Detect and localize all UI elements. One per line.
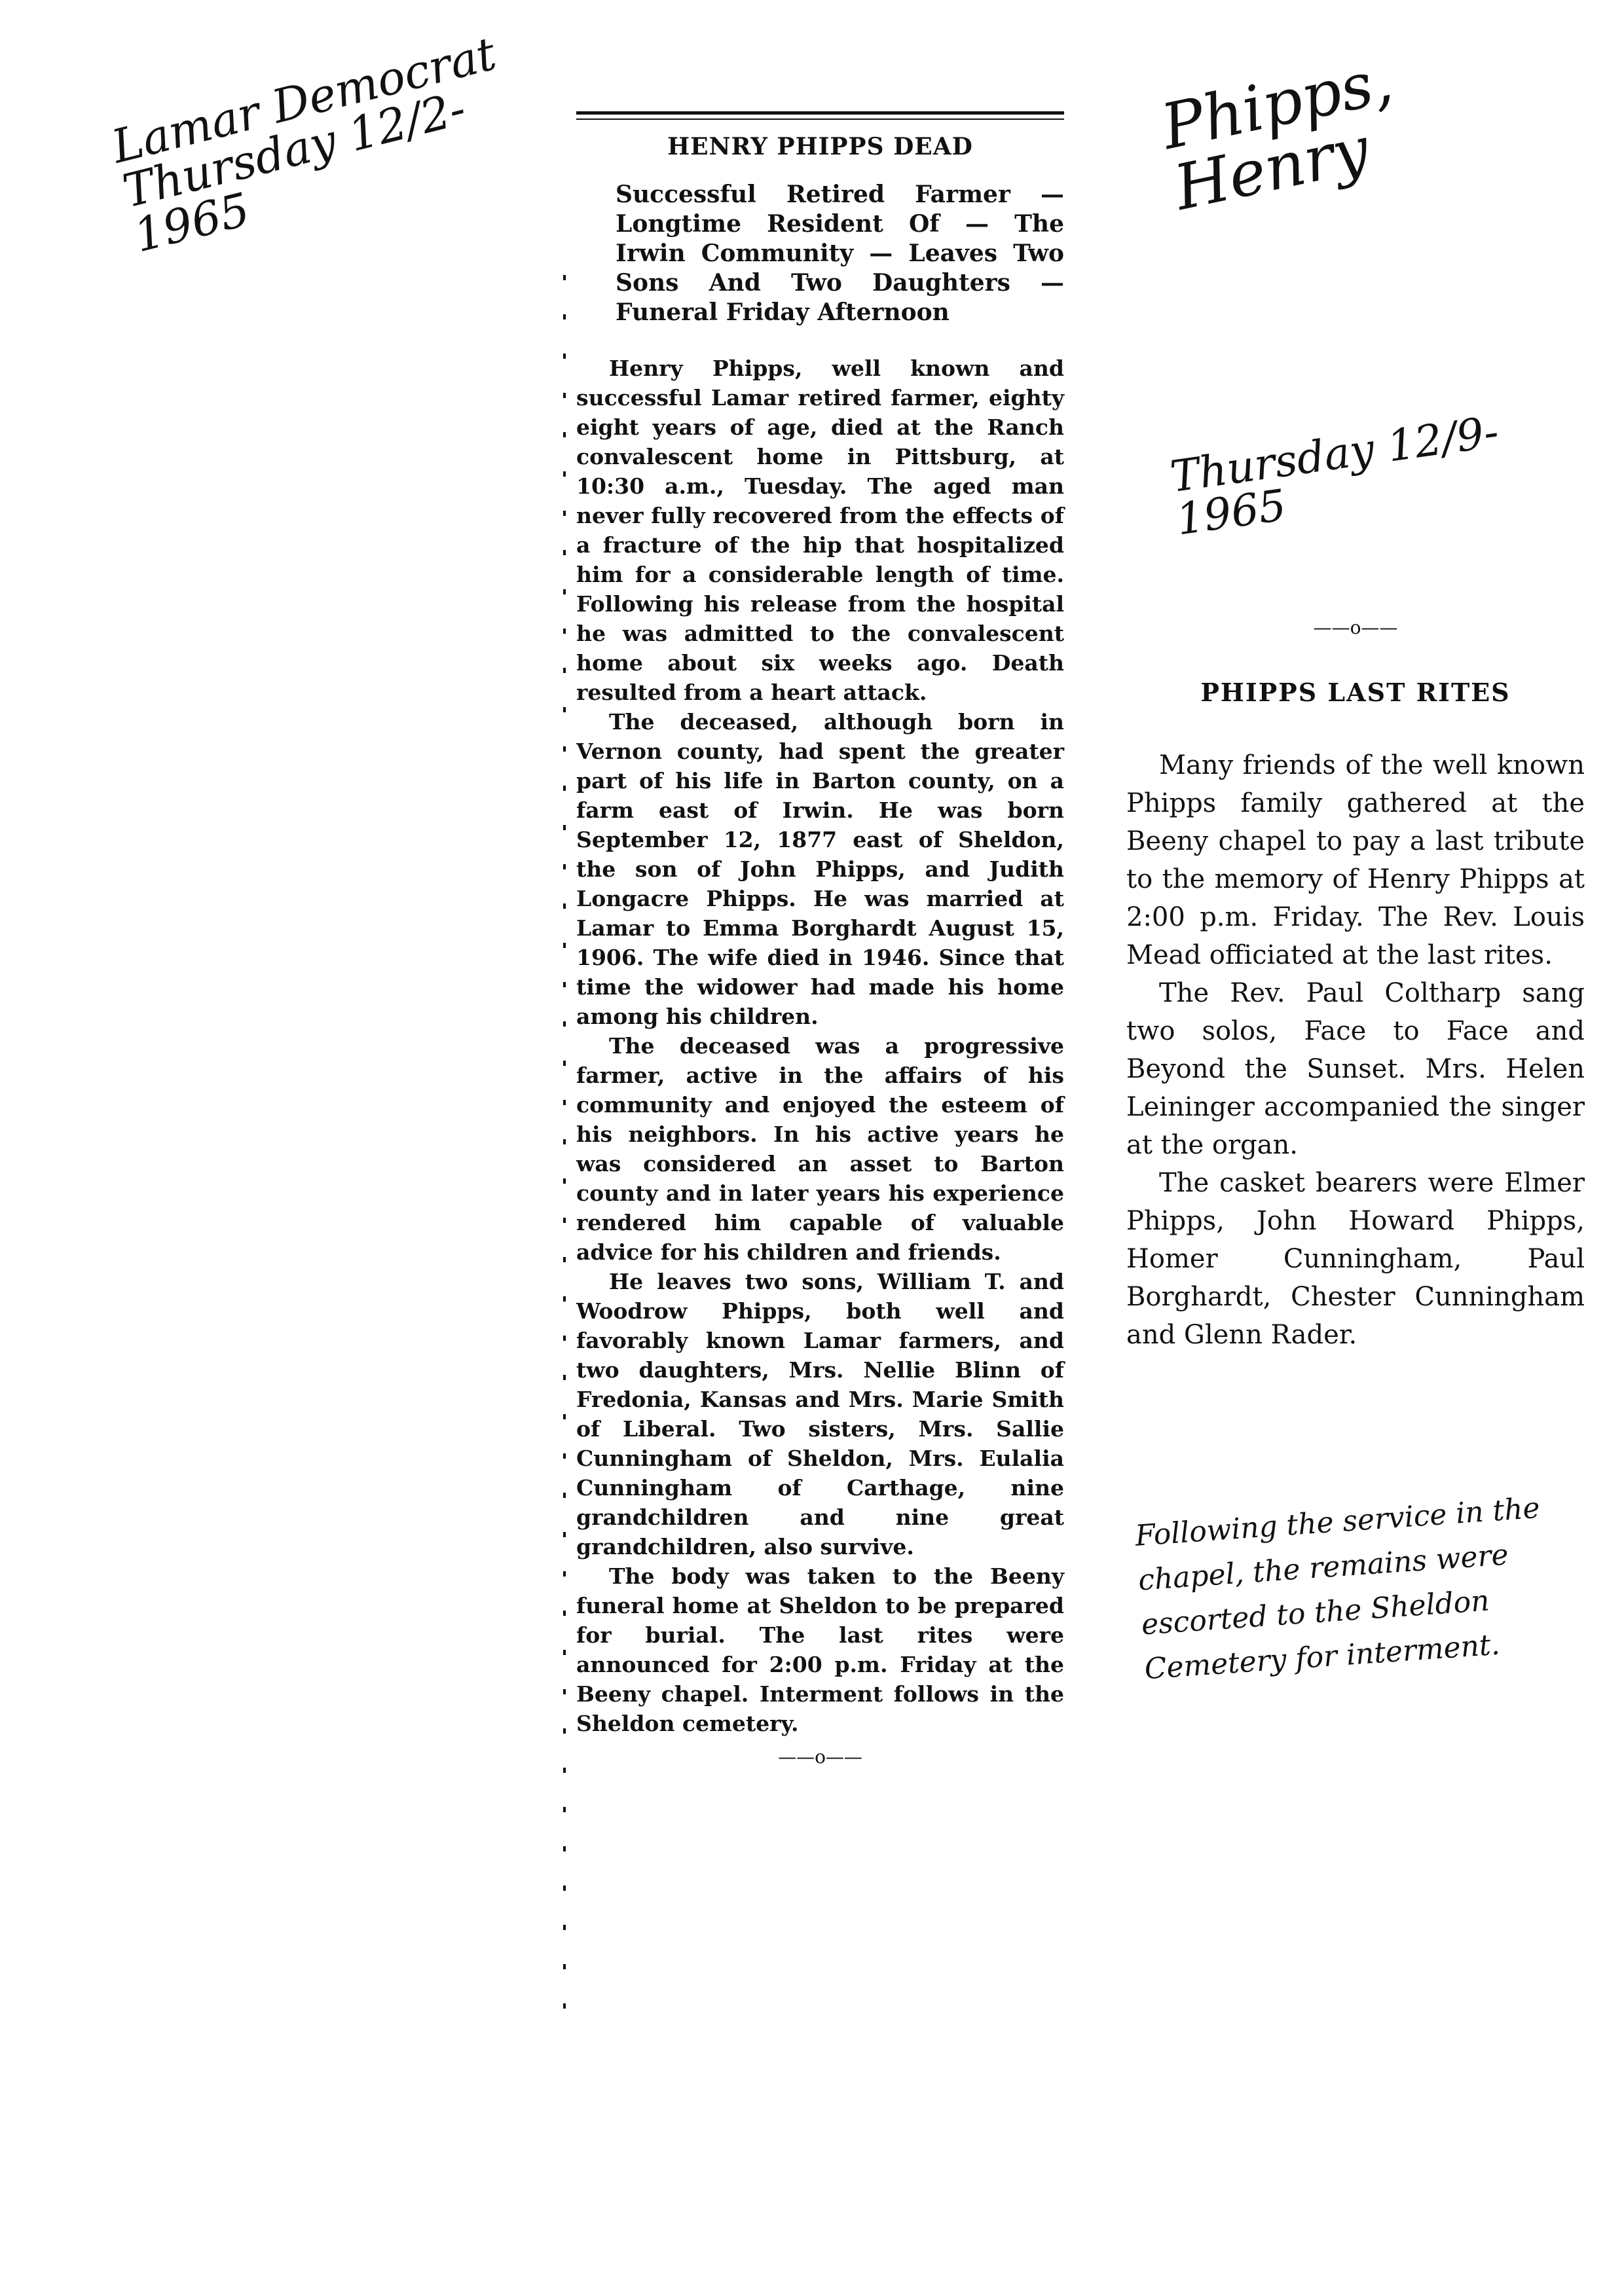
handwritten-date-note: Thursday 12/9-1965 (1167, 406, 1502, 545)
paragraph: Henry Phipps, well known and successful Lamar retired farmer, eighty eight years of age, died at the Ranch convalescent home in Pittsburg, at 10:30 a.m., Tuesday. The aged man never fully recovered from the effects of a fracture of the hip that hospitalized him for a considerable length of time. Following his release from the hospital he was admitted to the convalescent home about six weeks ago. Death resulted from a heart attack. (576, 355, 1064, 705)
paragraph: The deceased, although born in Vernon county, had spent the greater part of his life in Barton county, on a farm east of Irwin. He was born September 12, 1877 east of Sheldon, the son of John Phipps, and Judith Longacre Phipps. He was married at Lamar to Emma Borghardt August 15, 1906. The wife died in 1946. Since that time the widower had made his home among his children. (576, 709, 1064, 1029)
article-title: PHIPPS LAST RITES (1200, 678, 1511, 707)
end-mark: ——o—— (778, 1746, 862, 1768)
handwritten-publication-note: Lamar Democrat Thursday 12/2-1965 (106, 26, 502, 263)
paragraph: Many friends of the well known Phipps family gathered at the Beeny chapel to pay a last tribute to the memory of Henry Phipps at 2:00 p.m. Friday. The Rev. Louis Mead officiated at the last rites. (1126, 750, 1585, 970)
paragraph: The Rev. Paul Coltharp sang two solos, Face to Face and Beyond the Sunset. Mrs. Helen Leininger accompanied the singer at the organ. (1126, 978, 1585, 1160)
paragraph: The casket bearers were Elmer Phipps, John Howard Phipps, Homer Cunningham, Paul Borghardt, Chester Cunningham and Glenn Rader. (1126, 1168, 1585, 1350)
article-subheading: Successful Retired Farmer — Longtime Resident Of — The Irwin Community — Leaves Two Sons And Two Daughters — Funeral Friday Afternoon (616, 181, 1064, 326)
header-rule (576, 111, 1064, 120)
paragraph: He leaves two sons, William T. and Woodrow Phipps, both well and favorably known Lamar farmers, and two daughters, Mrs. Nellie Blinn of Fredonia, Kansas and Mrs. Marie Smith of Liberal. Two sisters, Mrs. Sallie Cunningham of Sheldon, Mrs. Eulalia Cunningham of Carthage, nine grandchildren and nine great grandchildren, also survive. (576, 1269, 1064, 1559)
handwritten-name-note: Phipps, Henry (1155, 45, 1399, 225)
column-edge-marks (563, 275, 566, 2043)
article-phipps-last-rites (1126, 609, 1585, 1354)
paragraph: The deceased was a progressive farmer, active in the affairs of his community and enjoyed the esteem of his neighbors. In his active years he was considered an asset to Barton county and in later years his experience rendered him capable of valuable advice for his children and friends. (576, 1033, 1064, 1265)
handwritten-interment-note: Following the service in the chapel, the remains were escorted to the Sheldon Cemetery for interment. (1134, 1491, 1541, 1686)
separator: ——o—— (1313, 617, 1398, 638)
article-henry-phipps-dead (576, 111, 1064, 1768)
article-title: HENRY PHIPPS DEAD (667, 133, 973, 160)
paragraph: The body was taken to the Beeny funeral home at Sheldon to be prepared for burial. The last rites were announced for 2:00 p.m. Friday at the Beeny chapel. Interment follows in the Sheldon cemetery. (576, 1563, 1064, 1736)
